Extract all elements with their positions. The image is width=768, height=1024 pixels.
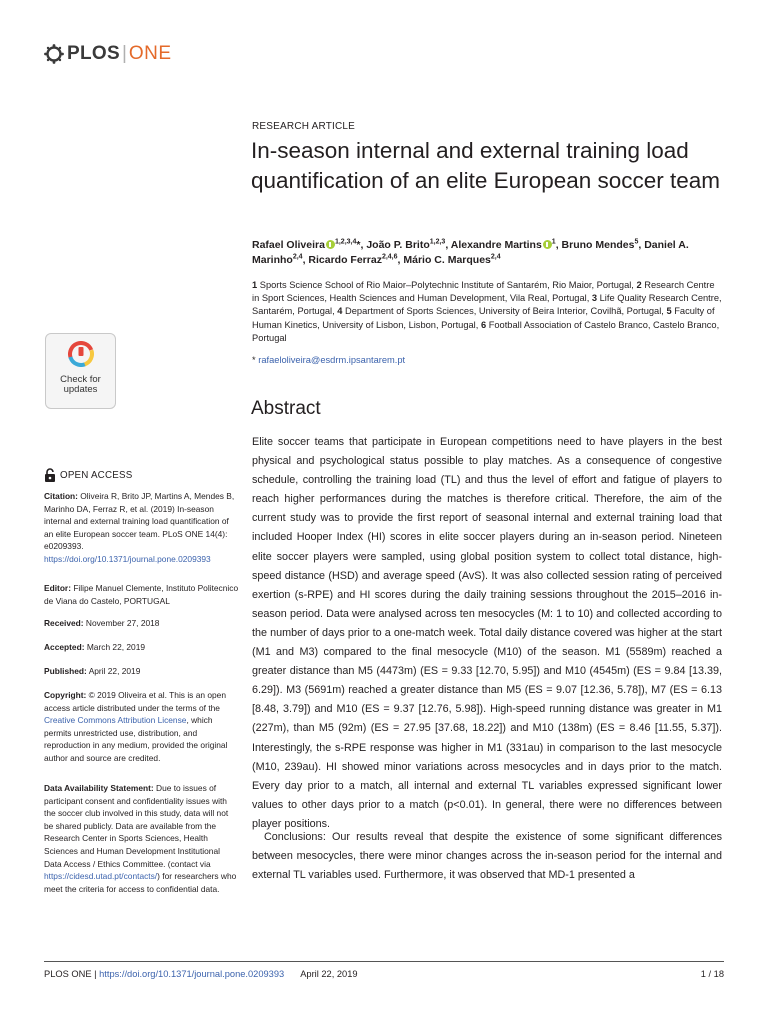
- author-list: Rafael Oliveira $^{1,2,3,4}$*, João P. Brito$^{1,2,3}$, Alexandre Martins $^1$, Bruno Mendes$^5$, Daniel A. Marinho$^{2,4}$, Ricardo Ferraz$^{2,4,6}$, Mário C. Marques$^{2,4}$: [252, 238, 689, 266]
- author-affiliation-sup: 5: [634, 238, 639, 246]
- data-availability-text-after: ) for researchers who meet the criteria for access to confidential data.: [44, 871, 237, 894]
- author-affiliation-sup: 1,2,3,4: [334, 238, 357, 246]
- author-affiliation-sup: 1,2,3: [429, 238, 446, 246]
- email-link[interactable]: rafaeloliveira@esdrm.ipsantarem.pt: [258, 355, 406, 365]
- contacts-link[interactable]: https://cidesd.utad.pt/contacts/: [44, 871, 158, 882]
- author-name: Bruno Mendes: [561, 239, 635, 251]
- copyright-label: Copyright:: [44, 690, 87, 700]
- open-access-label: OPEN ACCESS: [60, 469, 133, 481]
- accepted-block: [44, 641, 239, 654]
- orcid-icon[interactable]: [326, 240, 335, 249]
- updates-line-1: Check for: [60, 374, 101, 385]
- copyright-text-after: , which permits unrestricted use, distribution, and reproduction in any medium, provided the original author and source are credited.: [44, 715, 228, 763]
- updates-line-2: updates: [63, 384, 98, 395]
- affiliation-number: 4: [337, 306, 343, 317]
- copyright-block: [44, 689, 239, 765]
- author: [451, 239, 556, 251]
- editor-label: Editor:: [44, 583, 71, 593]
- citation-label: Citation:: [44, 491, 78, 501]
- abstract-body: Elite soccer teams that participate in European competitions need to have players in the best physical and psychological status possible to play matches. As a consequence of congestive schedule, controlling the training load (TL) and thus the level of effort and fatigue of players to reach higher performances during the matches is therefore critical. Therefore, the aim of the current study was to provide the first report of seasonal internal and external training load that included Hooper Index (HI) scores in elite soccer players during an in-season period. Nineteen elite soccer players were sampled, using global position system to collect total distance, high-speed distance (HSD) and average speed (AvS). It was also collected session rating of perceived exertion (s-RPE) and HI scores during the daily training sessions throughout the 2015–2016 in-season period. Data were analysed across ten mesocycles (M: 1 to 10) and collected according to the number of days prior to a one-match week. Total daily distance covered was higher at the start (M1 and M3) compared to the final mesocycle (M10) of the season. M1 (5589m) reached a greater distance than M5 (4473m) (ES = 9.33 [12.70, 5.95]) and M10 (4545m) (ES = 9.84 [13.39, 6.29]). M3 (5691m) reached a greater distance than M5 (ES = 9.07 [12.36, 5.78]), M7 (ES = 6.13 [8.48, 3.79]) and M10 (ES = 9.37 [12.76, 5.98]). High-speed running distance was greater in M1 (227m), than M5 (92m) (ES = 27.95 [37.68, 18.22]) and M10 (138m) (ES = 8.46 [11.55, 5.37]). Interestingly, the s-RPE response was higher in M1 (331au) in comparison to the last mesocycle (M10, 239au). HI showed minor variations across mesocycles and in days prior to the match. Every day prior to a match, all internal and external TL variables expressed significant lower values to other days prior to a match (p<0.01). In general, there were no differences between player positions.: [252, 436, 722, 830]
- citation-block: [44, 490, 239, 566]
- journal-logo: [44, 42, 172, 66]
- author: [308, 254, 397, 266]
- copyright-text: © 2019 Oliveira et al. This is an open access article distributed under the terms of the: [44, 690, 226, 713]
- accepted-label: Accepted:: [44, 642, 85, 652]
- editor-block: [44, 582, 239, 607]
- footer-doi-link[interactable]: https://doi.org/10.1371/journal.pone.0209393: [99, 969, 285, 979]
- affiliation-text: Sports Science School of Rio Maior–Polytechnic Institute of Santarém, Rio Maior, Portugal,: [259, 280, 634, 290]
- author-name: Rafael Oliveira: [252, 239, 325, 251]
- corresponding-author-star: *: [356, 239, 361, 251]
- citation-doi-link[interactable]: https://doi.org/10.1371/journal.pone.0209393: [44, 553, 211, 564]
- page-footer: [44, 969, 724, 979]
- affiliation-number: 3: [591, 293, 598, 304]
- affiliation-text: Football Association of Castelo Branco, Castelo Branco, Portugal: [252, 319, 720, 343]
- author: [562, 239, 639, 251]
- published-block: [44, 665, 239, 678]
- orcid-icon[interactable]: [543, 240, 552, 249]
- check-for-updates-badge[interactable]: [45, 333, 116, 409]
- affiliation-number: 5: [666, 306, 672, 317]
- author-name: João P. Brito: [366, 239, 430, 251]
- data-availability-label: Data Availability Statement:: [44, 783, 154, 793]
- author: [403, 254, 500, 266]
- received-label: Received:: [44, 618, 84, 628]
- affiliation-text: Research Centre in Sport Sciences, Health Sciences and Human Development, Vila Real, Portugal,: [252, 280, 715, 304]
- citation-text: Oliveira R, Brito JP, Martins A, Mendes B, Marinho DA, Ferraz R, et al. (2019) In-season internal and external training load quantification of an elite European soccer team. PLoS ONE 14(4): e0209393.: [44, 491, 235, 552]
- footer-divider: [44, 961, 724, 962]
- logo-plos-text: PLOS: [67, 43, 120, 64]
- affiliation-number: 6: [480, 319, 487, 330]
- author-affiliation-sup: 2,4: [292, 253, 303, 261]
- corresponding-email: [252, 355, 405, 365]
- author-name: Alexandre Martins: [450, 239, 542, 251]
- data-availability-text: Due to issues of participant consent and confidentiality issues with the soccer club involved in this study, data will not be shared publicly. Data are available from the Research Center in Sports Sciences, Health Sciences and Human Development Institutional Data Access / Ethics Committee. (contact via: [44, 783, 229, 869]
- accepted-date: March 22, 2019: [86, 642, 146, 652]
- editor-text: Filipe Manuel Clemente, Instituto Politecnico de Viana do Castelo, PORTUGAL: [44, 583, 239, 606]
- article-title: In-season internal and external training load quantification of an elite European soccer team: [251, 138, 721, 193]
- abstract-conclusions: Conclusions: Our results reveal that despite the existence of some significant differences between mesocycles, there were minor changes across the in-season period for the internal and external TL variables used. Furthermore, it was observed that MD-1 presented a: [252, 831, 722, 882]
- crossmark-icon: [68, 341, 94, 367]
- open-lock-icon: [44, 468, 56, 482]
- footer-journal: PLOS ONE: [44, 969, 92, 979]
- author-affiliation-sup: 1: [551, 238, 556, 246]
- author-name: Daniel A. Marinho: [252, 239, 689, 266]
- author-affiliation-sup: 2,4,6: [381, 253, 398, 261]
- footer-date: April 22, 2019: [300, 969, 358, 979]
- open-access-badge: [44, 468, 132, 482]
- author: [252, 239, 360, 251]
- affiliation-number: 2: [636, 280, 642, 290]
- page-number: 1 / 18: [700, 969, 724, 979]
- data-availability-block: [44, 782, 239, 895]
- plos-logo-icon: [44, 44, 64, 64]
- abstract-heading: Abstract: [251, 398, 321, 419]
- affiliation-number: 1: [252, 280, 258, 290]
- affiliation-text: Faculty of Human Kinetics, University of Lisbon, Lisbon, Portugal,: [252, 306, 715, 330]
- logo-separator: |: [121, 43, 127, 64]
- received-date: November 27, 2018: [85, 618, 160, 628]
- affiliation-text: Life Quality Research Centre, Santarém, Portugal,: [252, 293, 722, 317]
- published-date: April 22, 2019: [88, 666, 141, 676]
- article-type: RESEARCH ARTICLE: [252, 121, 356, 132]
- license-link[interactable]: Creative Commons Attribution License: [44, 715, 187, 726]
- affiliation-text: Department of Sports Sciences, University of Beira Interior, Covilhã, Portugal,: [345, 306, 664, 317]
- author-name: Mário C. Marques: [403, 254, 491, 266]
- author-affiliation-sup: 2,4: [490, 253, 501, 261]
- logo-one-text: ONE: [128, 43, 172, 64]
- footer-separator: |: [91, 969, 100, 979]
- author: [366, 239, 445, 251]
- author-name: Ricardo Ferraz: [308, 254, 382, 266]
- received-block: [44, 617, 239, 630]
- affiliations: [252, 279, 722, 345]
- email-star: *: [252, 355, 256, 365]
- published-label: Published:: [44, 666, 87, 676]
